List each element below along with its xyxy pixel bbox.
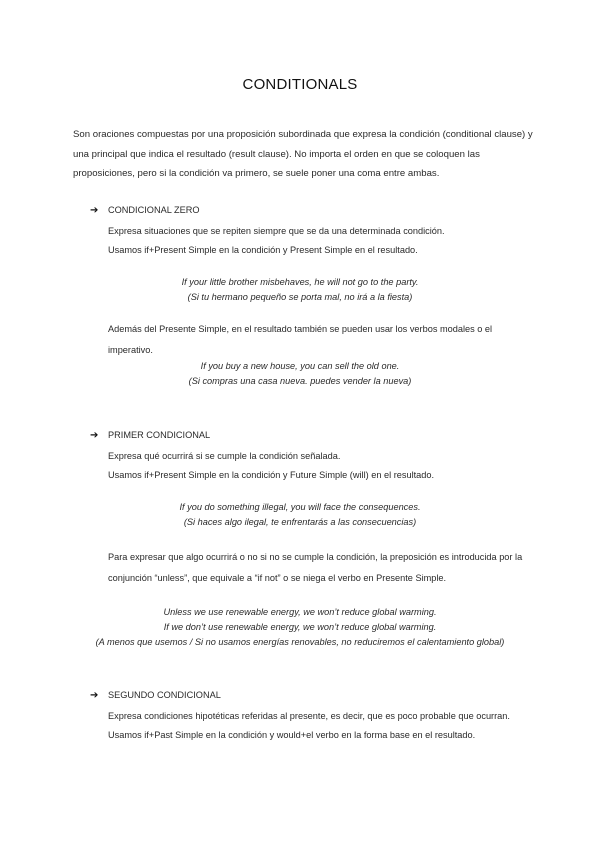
section-primer-condicional: [90, 428, 530, 485]
section-line: Expresa situaciones que se repiten siempre que se da una determinada condición.: [108, 226, 445, 236]
example-line: If you do something illegal, you will face the consequences.: [179, 502, 421, 512]
example-line: Unless we use renewable energy, we won’t reduce global warming.: [163, 607, 437, 617]
section-body: [108, 707, 530, 745]
example-block: [0, 500, 600, 530]
section-title: SEGUNDO CONDICIONAL: [108, 690, 221, 700]
section-line: Expresa condiciones hipotéticas referidas al presente, es decir, que es poco probable que ocurran.: [108, 711, 510, 721]
example-block: [0, 605, 600, 650]
example-line: If you buy a new house, you can sell the old one.: [200, 361, 400, 371]
section-title: CONDICIONAL ZERO: [108, 205, 200, 215]
arrow-bullet-icon: ➔: [90, 204, 99, 216]
section-line: Usamos if+Past Simple en la condición y would+el verbo en la forma base en el resultado.: [108, 730, 476, 740]
page-title: CONDITIONALS: [242, 76, 358, 93]
section-line: Usamos if+Present Simple en la condición y Future Simple (will) en el resultado.: [108, 470, 435, 480]
example-line: (Si tu hermano pequeño se porta mal, no irá a la fiesta): [187, 292, 413, 302]
arrow-bullet-icon: ➔: [90, 689, 99, 701]
example-block: [0, 275, 600, 305]
section-line: Expresa qué ocurrirá si se cumple la condición señalada.: [108, 451, 341, 461]
note-paragraph: Además del Presente Simple, en el resultado también se pueden usar los verbos modales o el imperativo.: [108, 324, 493, 355]
section-line: Usamos if+Present Simple en la condición y Present Simple en el resultado.: [108, 245, 418, 255]
arrow-bullet-icon: ➔: [90, 429, 99, 441]
note-line: Para expresar que algo ocurrirá o no si no se cumple la condición, la preposición es introducida por la: [108, 552, 523, 562]
intro-paragraph: Son oraciones compuestas por una proposición subordinada que expresa la condición (conditional clause) y una principal que indica el resultado (result clause). No importa el orden en que se coloquen las proposiciones, pero si la condición va primero, se suele poner una coma entre ambas.: [73, 129, 533, 179]
example-block: [0, 359, 600, 389]
example-line: (A menos que usemos / Si no usamos energías renovables, no reduciremos el calentamiento global): [95, 637, 505, 647]
section-segundo-condicional: [90, 688, 530, 745]
example-line: If we don’t use renewable energy, we won’t reduce global warming.: [163, 622, 437, 632]
section-title: PRIMER CONDICIONAL: [108, 430, 211, 440]
note-line: conjunción “unless”, que equivale a “if not” o se niega el verbo en Presente Simple.: [108, 573, 447, 583]
example-line: If your little brother misbehaves, he will not go to the party.: [181, 277, 419, 287]
section-condicional-zero: [90, 203, 530, 260]
section-body: [108, 447, 530, 485]
section-body: [108, 222, 530, 260]
example-line: (Si compras una casa nueva. puedes vender la nueva): [188, 376, 412, 386]
example-line: (Si haces algo ilegal, te enfrentarás a las consecuencias): [183, 517, 417, 527]
note-paragraph: [108, 547, 528, 589]
